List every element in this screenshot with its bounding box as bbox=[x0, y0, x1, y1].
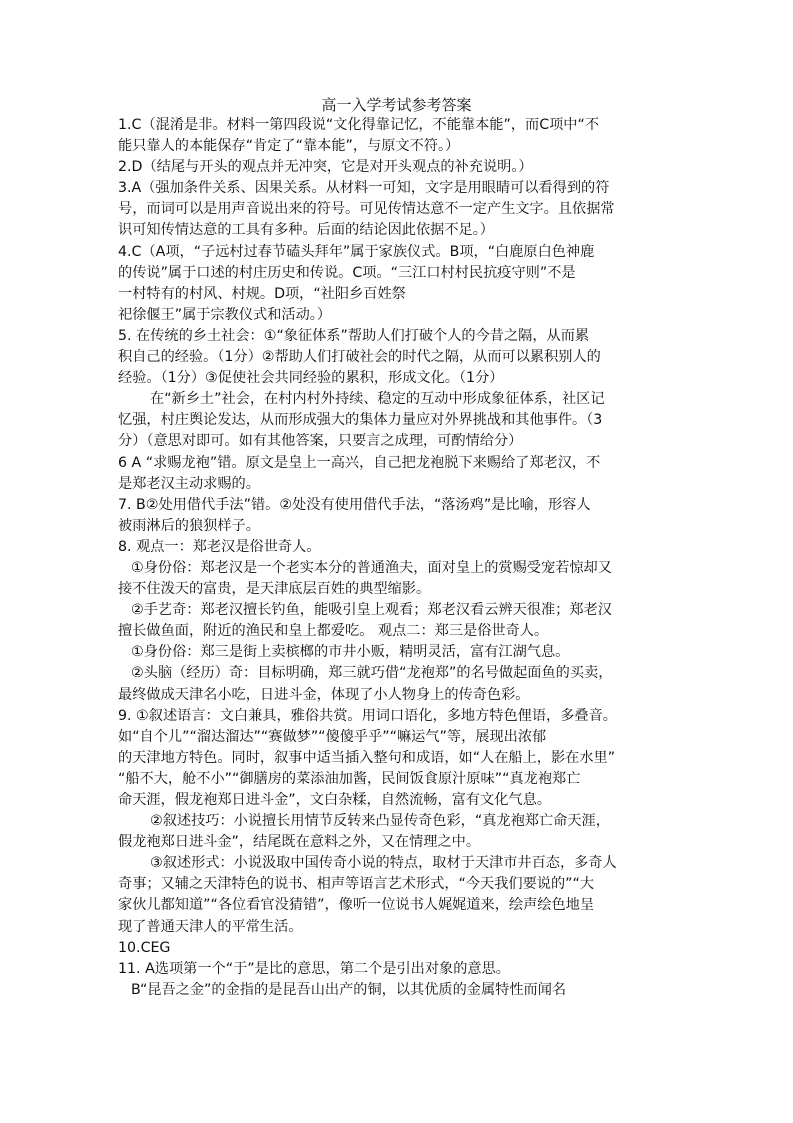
text-line: 6 A “求赐龙袍”错。原文是皇上一高兴，自己把龙袍脱下来赐给了郑老汉，不 bbox=[118, 454, 601, 471]
text-line: ②手艺奇：郑老汉擅长钓鱼，能吸引皇上观看；郑老汉看云辨天很准；郑老汉 bbox=[131, 602, 612, 619]
text-line: 5. 在传统的乡土社会：①“象征体系”帮助人们打破个人的今昔之隔，从而累 bbox=[118, 327, 590, 344]
answer-content bbox=[118, 115, 678, 1001]
text-line: 10.CEG bbox=[118, 939, 171, 956]
text-line: “船不大，舱不小”“御膳房的菜添油加酱，民间饭食原汁原味”“真龙袍郑亡 bbox=[118, 770, 581, 787]
text-line: 2.D（结尾与开头的观点并无冲突，它是对开头观点的补充说明。） bbox=[118, 159, 533, 176]
text-line: ③叙述形式：小说汲取中国传奇小说的特点，取材于天津市井百态，多奇人 bbox=[150, 855, 617, 872]
document-title: 高一入学考试参考答案 bbox=[321, 96, 472, 114]
text-line: 能只靠人的本能保存“肯定了“靠本能”，与原文不符。） bbox=[118, 138, 460, 155]
text-line: 命天涯，假龙袍郑日进斗金”，文白杂糅，自然流畅，富有文化气息。 bbox=[118, 792, 551, 808]
text-line: 一村特有的村风、村规。D项，“社阳乡百姓祭 bbox=[118, 285, 406, 302]
text-line: 经验。（1分）③促使社会共同经验的累积，形成文化。（1分） bbox=[118, 370, 504, 387]
text-line: 积自己的经验。（1分）②帮助人们打破社会的时代之隔，从而可以累积别人的 bbox=[118, 349, 601, 366]
text-line: 擅长做鱼面，附近的渔民和皇上都爱吃。 观点二：郑三是俗世奇人。 bbox=[118, 623, 549, 640]
text-line: 忆强，村庄舆论发达，从而形成强大的集体力量应对外界挑战和其他事件。（3 bbox=[118, 412, 603, 429]
text-line: 被雨淋后的狼狈样子。 bbox=[118, 517, 260, 534]
text-line: 是郑老汉主动求赐的。 bbox=[118, 475, 260, 492]
text-line: 1.C（混淆是非。材料一第四段说“文化得靠记忆，不能靠本能”，而C项中“不 bbox=[118, 117, 600, 133]
text-line: 的传说”属于口述的村庄历史和传说。C项。“三江口村村民抗疫守则”不是 bbox=[118, 264, 576, 281]
text-line: 11. A选项第一个“于”是比的意思，第二个是引出对象的意思。 bbox=[118, 960, 510, 977]
text-line: 识可知传情达意的工具有多种。后面的结论因此依据不足。） bbox=[118, 222, 494, 239]
text-line: 如“自个儿”“溜达溜达”“赛做梦”“傻傻乎乎”“嘛运气”等，展现出浓郁 bbox=[118, 728, 547, 745]
text-line: B“昆吾之金”的金指的是昆吾山出产的铜，以其优质的金属特性而闻名 bbox=[131, 981, 567, 998]
text-line: ②头脑（经历）奇：目标明确，郑三就巧借“龙袍郑”的名号做起面鱼的买卖， bbox=[131, 665, 613, 682]
text-line: 7. B②处用借代手法”错。②处没有使用借代手法，“落汤鸡”是比喻，形容人 bbox=[118, 496, 591, 513]
text-line: 的天津地方特色。同时，叙事中适当插入整句和成语，如“人在船上，影在水里” bbox=[118, 749, 616, 766]
text-line: 在“新乡土”社会，在村内村外持续、稳定的互动中形成象征体系，社区记 bbox=[150, 391, 605, 408]
text-line: 假龙袍郑日进斗金”，结尾既在意料之外，又在情理之中。 bbox=[118, 834, 481, 851]
text-line: 8. 观点一：郑老汉是俗世奇人。 bbox=[118, 538, 321, 555]
text-line: 最终做成天津名小吃，日进斗金，体现了小人物身上的传奇色彩。 bbox=[118, 686, 530, 703]
text-line: ①身份俗：郑三是街上卖槟榔的市井小贩，精明灵活，富有江湖气息。 bbox=[131, 644, 570, 661]
text-line: 3.A（强加条件关系、因果关系。从材料一可知，文字是用眼睛可以看得到的符 bbox=[118, 180, 610, 197]
text-line: 9. ①叙述语言：文白兼具，雅俗共赏。用词口语化，多地方特色俚语，多叠音。 bbox=[118, 707, 617, 724]
text-line: 4.C（A项，“子远村过春节磕头拜年”属于家族仪式。B项，“白鹿原白色神鹿 bbox=[118, 243, 595, 260]
text-line: ①身份俗：郑老汉是一个老实本分的普通渔夫，面对皇上的赏赐受宠若惊却又 bbox=[131, 559, 612, 576]
text-line: 分）（意思对即可。如有其他答案，只要言之成理，可酌情给分） bbox=[118, 433, 523, 450]
text-line: ②叙述技巧：小说擅长用情节反转来凸显传奇色彩，“真龙袍郑亡命天涯， bbox=[150, 813, 610, 830]
text-line: 现了普通天津人的平常生活。 bbox=[118, 918, 303, 935]
text-line: 奇事；又辅之天津特色的说书、相声等语言艺术形式，“今天我们要说的”“大 bbox=[118, 876, 595, 893]
text-line: 祀徐偃王”属于宗教仪式和活动。） bbox=[118, 306, 332, 323]
text-line: 号，而词可以是用声音说出来的符号。可见传情达意不一定产生文字。且依据常 bbox=[118, 201, 615, 218]
text-line: 家伙儿都知道”“各位看官没猜错”，像听一位说书人娓娓道来，绘声绘色地呈 bbox=[118, 897, 595, 914]
text-line: 接不住泼天的富贵，是天津底层百姓的典型缩影。 bbox=[118, 581, 431, 598]
